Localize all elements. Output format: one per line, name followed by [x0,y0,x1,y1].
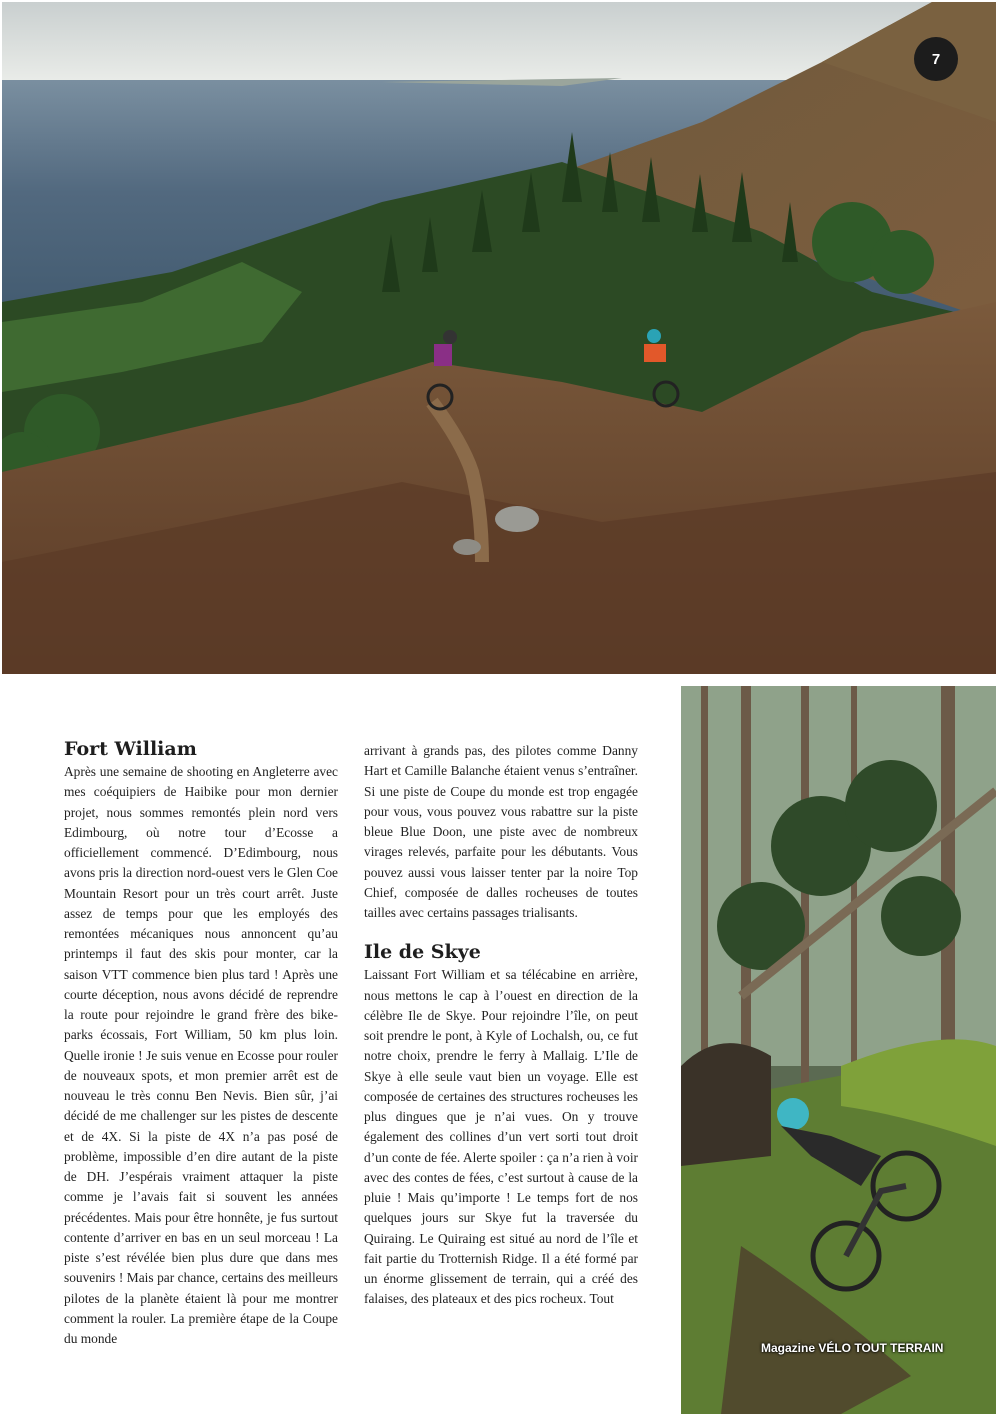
article-paragraph: Après une semaine de shooting en Angleterre avec mes coéquipiers de Haibike pour mon dernier projet, nous sommes remontés plein nord vers Edimbourg, où notre tour d’Ecosse a officiellement commencé. D’Edimbourg, nous avons pris la direction nord-ouest vers le Glen Coe Mountain Resort pour un très court arrêt. Juste assez de temps pour que les employés des remontées mécaniques nous annoncent qu’au printemps il faut des skis pour monter, car la saison VTT commence bien plus tard ! Après une courte déception, nous avons décidé de reprendre la route pour rejoindre le grand frère des bike-parks écossais, Fort William, 50 km plus loin. Quelle ironie ! Je suis venue en Ecosse pour rouler de nouveaux spots, et mon premier arrêt est de nouveau le très connu Ben Nevis. Bien sûr, j’ai décidé de me challenger sur les pistes de descente et de 4X. Si la piste de 4X n’a pas posé de problème, impossible d’en dire autant de la piste de DH. J’espérais vraiment attaquer la piste comme je l’avais fait si souvent les années précédentes. Mais pour être honnête, je fus surtout contente d’arriver en bas en un seul morceau ! La piste s’est révélée bien plus dure que dans mes souvenirs ! Mais par chance, certains des meilleurs pilotes de la planète étaient là pour me montrer comment la rouler. La première étape de la Coupe du monde [64,764,338,1346]
photo-credit: Magazine VÉLO TOUT TERRAIN [761,1341,944,1355]
section-heading-fort-william: Fort William [64,738,197,760]
side-photo [681,686,996,1414]
hero-photo [2,2,996,674]
forest-rider-photo-icon [681,686,996,1414]
section-heading-ile-de-skye: Ile de Skye [364,941,481,964]
article-paragraph: arrivant à grands pas, des pilotes comme Danny Hart et Camille Balanche étaient venus s’entraîner. Si une piste de Coupe du monde est trop engagée pour vous, vous pouvez vous rabattre sur la piste bleue Blue Doon, une piste avec de nombreux virages relevés, parfaite pour les débutants. Vous pouvez aussi vous laisser tenter par la noire Top Chief, composée de dalles rocheuses de toutes tailles avec certains passages trialisants. [364,743,638,920]
landscape-photo-icon [2,2,996,674]
text-column-right [364,741,638,1310]
page-number-badge: 7 [914,37,958,81]
text-column-left [64,736,338,1349]
article-paragraph: Laissant Fort William et sa télécabine en arrière, nous mettons le cap à l’ouest en direction de la célèbre Ile de Skye. Pour rejoindre l’île, on peut soit prendre le pont, à Kyle of Lochalsh, ou, ce fut notre choix, prendre le ferry à Mallaig. L’Ile de Skye à elle seule vaut bien un voyage. Elle est composée de certaines des structures rocheuses les plus dingues que je n’ai vues. On y trouve également des collines d’un vert sorti tout droit d’un conte de fée. Alerte spoiler : ça n’a rien à voir avec des contes de fées, c’est surtout à cause de la pluie ! Mais qu’importe ! Le temps fort de nos quelques jours sur Skye fut la traversée du Quiraing. Le Quiraing est situé au nord de l’île et fait partie du Trotternish Ridge. Il a été formé par un énorme glissement de terrain, qui a créé des falaises, des plateaux et des pics rocheux. Tout [364,967,638,1307]
